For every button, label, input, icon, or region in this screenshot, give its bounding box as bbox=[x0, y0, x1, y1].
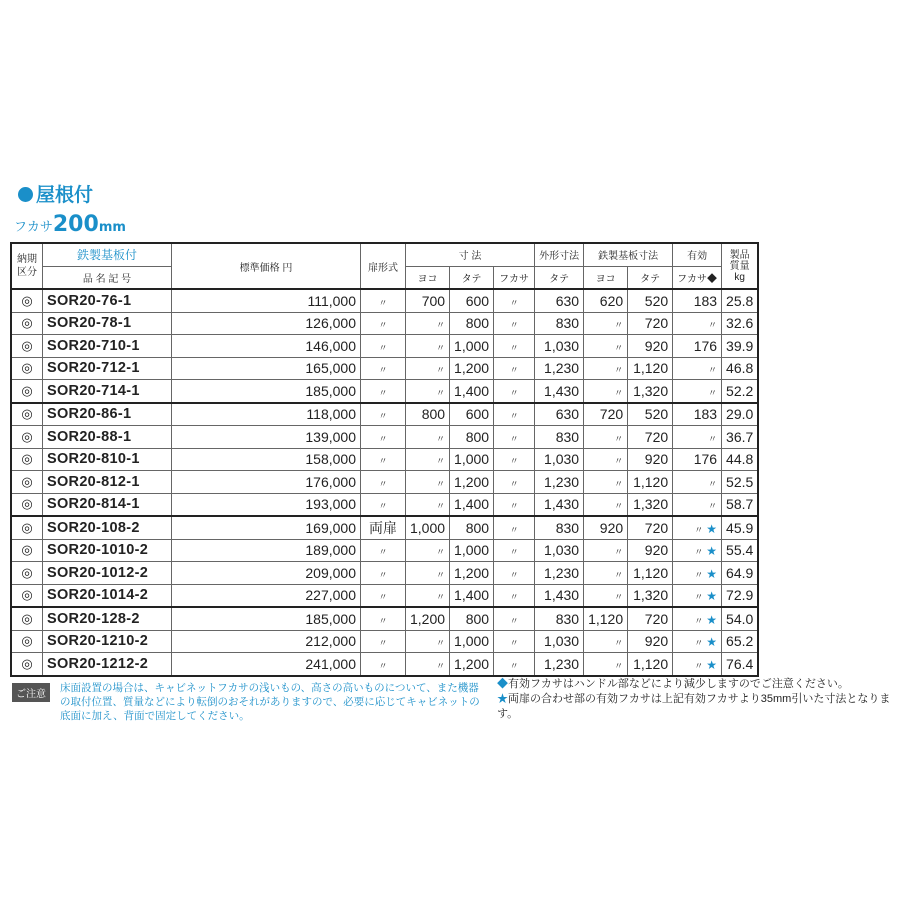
mass: 44.8 bbox=[722, 448, 759, 471]
door-type: 両扉 bbox=[361, 516, 406, 539]
outer-h: 1,430 bbox=[535, 493, 584, 516]
price: 189,000 bbox=[172, 539, 361, 562]
plate-h: 1,320 bbox=[628, 380, 673, 403]
table-row bbox=[11, 630, 758, 653]
outer-h: 1,030 bbox=[535, 630, 584, 653]
dim-w: 700 bbox=[406, 289, 450, 312]
plate-h: 720 bbox=[628, 607, 673, 630]
eff-depth: 〃 bbox=[673, 312, 722, 335]
header-steel-plate: 鉄製基板付 bbox=[43, 243, 172, 266]
outer-h: 830 bbox=[535, 426, 584, 449]
dim-h: 800 bbox=[450, 312, 494, 335]
price: 193,000 bbox=[172, 493, 361, 516]
plate-w: 620 bbox=[584, 289, 628, 312]
dim-w: 〃 bbox=[406, 493, 450, 516]
eff-depth: 〃 bbox=[673, 426, 722, 449]
eff-depth: 〃 ★ bbox=[673, 653, 722, 676]
dim-h: 1,000 bbox=[450, 448, 494, 471]
plate-h: 1,320 bbox=[628, 493, 673, 516]
model-name: SOR20-1210-2 bbox=[43, 630, 172, 653]
star-icon: ★ bbox=[706, 657, 718, 672]
dim-d: 〃 bbox=[494, 539, 535, 562]
header-plate-h: タテ bbox=[628, 266, 673, 289]
header-delivery: 納期 区分 bbox=[11, 243, 43, 289]
price: 139,000 bbox=[172, 426, 361, 449]
plate-h: 920 bbox=[628, 539, 673, 562]
dim-d: 〃 bbox=[494, 426, 535, 449]
dim-h: 1,200 bbox=[450, 357, 494, 380]
eff-depth: 〃 ★ bbox=[673, 516, 722, 539]
outer-h: 830 bbox=[535, 312, 584, 335]
delivery-mark: ◎ bbox=[11, 653, 43, 676]
model-name: SOR20-78-1 bbox=[43, 312, 172, 335]
price: 241,000 bbox=[172, 653, 361, 676]
dim-d: 〃 bbox=[494, 403, 535, 426]
mass: 39.9 bbox=[722, 335, 759, 358]
mass: 46.8 bbox=[722, 357, 759, 380]
door-type: 〃 bbox=[361, 539, 406, 562]
outer-h: 1,230 bbox=[535, 653, 584, 676]
plate-w: 〃 bbox=[584, 584, 628, 607]
eff-depth: 〃 ★ bbox=[673, 562, 722, 585]
title-text: 屋根付 bbox=[36, 184, 94, 206]
dim-d: 〃 bbox=[494, 448, 535, 471]
depth-label: フカサ bbox=[14, 220, 53, 235]
eff-depth: 〃 ★ bbox=[673, 539, 722, 562]
delivery-mark: ◎ bbox=[11, 426, 43, 449]
model-name: SOR20-108-2 bbox=[43, 516, 172, 539]
model-name: SOR20-714-1 bbox=[43, 380, 172, 403]
mass: 55.4 bbox=[722, 539, 759, 562]
spec-table bbox=[10, 242, 759, 677]
door-type: 〃 bbox=[361, 448, 406, 471]
mass: 52.5 bbox=[722, 471, 759, 494]
table-body bbox=[11, 289, 758, 676]
dim-w: 〃 bbox=[406, 448, 450, 471]
dim-h: 1,000 bbox=[450, 335, 494, 358]
plate-w: 〃 bbox=[584, 335, 628, 358]
dim-w: 〃 bbox=[406, 562, 450, 585]
table-row bbox=[11, 312, 758, 335]
model-name: SOR20-814-1 bbox=[43, 493, 172, 516]
plate-h: 1,120 bbox=[628, 653, 673, 676]
delivery-mark: ◎ bbox=[11, 471, 43, 494]
outer-h: 1,230 bbox=[535, 562, 584, 585]
dim-d: 〃 bbox=[494, 357, 535, 380]
mass: 58.7 bbox=[722, 493, 759, 516]
notice-text: 床面設置の場合は、キャビネットフカサの浅いもの、高さの高いものについて、また機器の取付位置、質量などにより転倒のおそれがありますので、必要に応じてキャビネットの底面に加え、背面で固定してください。 bbox=[60, 682, 480, 722]
model-name: SOR20-712-1 bbox=[43, 357, 172, 380]
mass: 52.2 bbox=[722, 380, 759, 403]
dim-d: 〃 bbox=[494, 653, 535, 676]
delivery-mark: ◎ bbox=[11, 357, 43, 380]
dim-w: 1,200 bbox=[406, 607, 450, 630]
dim-h: 1,400 bbox=[450, 380, 494, 403]
price: 209,000 bbox=[172, 562, 361, 585]
outer-h: 1,430 bbox=[535, 380, 584, 403]
price: 176,000 bbox=[172, 471, 361, 494]
outer-h: 630 bbox=[535, 403, 584, 426]
notice-label: ご注意 bbox=[12, 683, 50, 702]
plate-h: 520 bbox=[628, 289, 673, 312]
depth-value: 200 bbox=[52, 212, 99, 237]
delivery-mark: ◎ bbox=[11, 403, 43, 426]
door-type: 〃 bbox=[361, 426, 406, 449]
plate-w: 〃 bbox=[584, 426, 628, 449]
footnote-2 bbox=[497, 692, 897, 722]
plate-h: 720 bbox=[628, 516, 673, 539]
outer-h: 1,230 bbox=[535, 357, 584, 380]
bullet-dot-icon bbox=[18, 187, 33, 202]
model-name: SOR20-1012-2 bbox=[43, 562, 172, 585]
door-type: 〃 bbox=[361, 335, 406, 358]
dim-d: 〃 bbox=[494, 607, 535, 630]
star-icon: ★ bbox=[706, 612, 718, 627]
door-type: 〃 bbox=[361, 312, 406, 335]
dim-d: 〃 bbox=[494, 335, 535, 358]
door-type: 〃 bbox=[361, 562, 406, 585]
header-mass: 製品 質量 kg bbox=[722, 243, 759, 289]
dim-w: 〃 bbox=[406, 357, 450, 380]
price: 111,000 bbox=[172, 289, 361, 312]
plate-h: 1,120 bbox=[628, 562, 673, 585]
price: 126,000 bbox=[172, 312, 361, 335]
plate-w: 〃 bbox=[584, 357, 628, 380]
door-type: 〃 bbox=[361, 653, 406, 676]
dim-h: 1,400 bbox=[450, 584, 494, 607]
footnote-2-text: 両扉の合わせ部の有効フカサは上記有効フカサより35mm引いた寸法となります。 bbox=[497, 693, 891, 720]
door-type: 〃 bbox=[361, 607, 406, 630]
table-row bbox=[11, 426, 758, 449]
table-row bbox=[11, 493, 758, 516]
dim-w: 〃 bbox=[406, 426, 450, 449]
price: 118,000 bbox=[172, 403, 361, 426]
header-model: 品 名 記 号 bbox=[43, 266, 172, 289]
plate-h: 1,320 bbox=[628, 584, 673, 607]
dim-w: 〃 bbox=[406, 312, 450, 335]
star-icon: ★ bbox=[706, 521, 718, 536]
door-type: 〃 bbox=[361, 471, 406, 494]
outer-h: 1,030 bbox=[535, 335, 584, 358]
plate-h: 720 bbox=[628, 312, 673, 335]
eff-depth: 〃 bbox=[673, 380, 722, 403]
dim-h: 1,400 bbox=[450, 493, 494, 516]
eff-depth: 176 bbox=[673, 448, 722, 471]
delivery-mark: ◎ bbox=[11, 493, 43, 516]
table-row bbox=[11, 584, 758, 607]
mass: 45.9 bbox=[722, 516, 759, 539]
star-icon: ★ bbox=[706, 635, 718, 650]
delivery-mark: ◎ bbox=[11, 448, 43, 471]
price: 185,000 bbox=[172, 607, 361, 630]
eff-depth: 〃 bbox=[673, 493, 722, 516]
table-row bbox=[11, 653, 758, 676]
plate-w: 〃 bbox=[584, 448, 628, 471]
plate-w: 〃 bbox=[584, 493, 628, 516]
eff-depth: 183 bbox=[673, 403, 722, 426]
delivery-mark: ◎ bbox=[11, 584, 43, 607]
mass: 25.8 bbox=[722, 289, 759, 312]
table-row bbox=[11, 357, 758, 380]
dim-d: 〃 bbox=[494, 289, 535, 312]
mass: 76.4 bbox=[722, 653, 759, 676]
eff-depth: 183 bbox=[673, 289, 722, 312]
star-icon: ★ bbox=[497, 693, 508, 705]
delivery-mark: ◎ bbox=[11, 607, 43, 630]
table-row bbox=[11, 403, 758, 426]
table-row bbox=[11, 335, 758, 358]
dim-h: 1,200 bbox=[450, 562, 494, 585]
star-icon: ★ bbox=[706, 589, 718, 604]
table-row bbox=[11, 380, 758, 403]
plate-w: 〃 bbox=[584, 653, 628, 676]
depth-unit: mm bbox=[98, 220, 126, 235]
dim-w: 1,000 bbox=[406, 516, 450, 539]
plate-w: 〃 bbox=[584, 471, 628, 494]
mass: 32.6 bbox=[722, 312, 759, 335]
table-row bbox=[11, 562, 758, 585]
model-name: SOR20-128-2 bbox=[43, 607, 172, 630]
header-dim: 寸 法 bbox=[406, 243, 535, 266]
model-name: SOR20-1010-2 bbox=[43, 539, 172, 562]
header-dim-d: フカサ bbox=[494, 266, 535, 289]
star-icon: ★ bbox=[706, 544, 718, 559]
table-row bbox=[11, 539, 758, 562]
header-outer-h: タテ bbox=[535, 266, 584, 289]
dim-w: 〃 bbox=[406, 335, 450, 358]
dim-h: 600 bbox=[450, 403, 494, 426]
delivery-mark: ◎ bbox=[11, 562, 43, 585]
price: 212,000 bbox=[172, 630, 361, 653]
dim-d: 〃 bbox=[494, 493, 535, 516]
plate-h: 1,120 bbox=[628, 471, 673, 494]
model-name: SOR20-76-1 bbox=[43, 289, 172, 312]
plate-w: 1,120 bbox=[584, 607, 628, 630]
mass: 29.0 bbox=[722, 403, 759, 426]
door-type: 〃 bbox=[361, 493, 406, 516]
door-type: 〃 bbox=[361, 403, 406, 426]
delivery-mark: ◎ bbox=[11, 289, 43, 312]
door-type: 〃 bbox=[361, 630, 406, 653]
section-title bbox=[18, 180, 93, 207]
delivery-mark: ◎ bbox=[11, 539, 43, 562]
header-plate: 鉄製基板寸法 bbox=[584, 243, 673, 266]
header-eff-d: フカサ◆ bbox=[673, 266, 722, 289]
dim-w: 〃 bbox=[406, 539, 450, 562]
model-name: SOR20-812-1 bbox=[43, 471, 172, 494]
outer-h: 830 bbox=[535, 607, 584, 630]
dim-w: 〃 bbox=[406, 653, 450, 676]
dim-h: 800 bbox=[450, 516, 494, 539]
diamond-icon: ◆ bbox=[497, 678, 508, 690]
plate-w: 〃 bbox=[584, 380, 628, 403]
door-type: 〃 bbox=[361, 289, 406, 312]
dim-d: 〃 bbox=[494, 312, 535, 335]
dim-d: 〃 bbox=[494, 562, 535, 585]
dim-w: 〃 bbox=[406, 380, 450, 403]
outer-h: 630 bbox=[535, 289, 584, 312]
dim-d: 〃 bbox=[494, 630, 535, 653]
price: 169,000 bbox=[172, 516, 361, 539]
header-outer: 外形寸法 bbox=[535, 243, 584, 266]
outer-h: 1,230 bbox=[535, 471, 584, 494]
dim-h: 1,200 bbox=[450, 653, 494, 676]
delivery-mark: ◎ bbox=[11, 312, 43, 335]
mass: 36.7 bbox=[722, 426, 759, 449]
header-price: 標準価格 円 bbox=[172, 243, 361, 289]
dim-d: 〃 bbox=[494, 471, 535, 494]
mass: 64.9 bbox=[722, 562, 759, 585]
star-icon: ★ bbox=[706, 566, 718, 581]
dim-w: 〃 bbox=[406, 630, 450, 653]
plate-w: 〃 bbox=[584, 539, 628, 562]
dim-d: 〃 bbox=[494, 380, 535, 403]
price: 185,000 bbox=[172, 380, 361, 403]
header-dim-h: タテ bbox=[450, 266, 494, 289]
plate-h: 720 bbox=[628, 426, 673, 449]
dim-d: 〃 bbox=[494, 584, 535, 607]
plate-h: 520 bbox=[628, 403, 673, 426]
table-row bbox=[11, 607, 758, 630]
outer-h: 830 bbox=[535, 516, 584, 539]
dim-d: 〃 bbox=[494, 516, 535, 539]
dim-h: 800 bbox=[450, 426, 494, 449]
table-row bbox=[11, 471, 758, 494]
delivery-mark: ◎ bbox=[11, 380, 43, 403]
model-name: SOR20-1014-2 bbox=[43, 584, 172, 607]
eff-depth: 〃 bbox=[673, 357, 722, 380]
footnotes bbox=[497, 677, 897, 722]
eff-depth: 〃 ★ bbox=[673, 584, 722, 607]
model-name: SOR20-88-1 bbox=[43, 426, 172, 449]
table-row bbox=[11, 289, 758, 312]
delivery-mark: ◎ bbox=[11, 516, 43, 539]
model-name: SOR20-710-1 bbox=[43, 335, 172, 358]
door-type: 〃 bbox=[361, 584, 406, 607]
mass: 54.0 bbox=[722, 607, 759, 630]
plate-w: 720 bbox=[584, 403, 628, 426]
dim-h: 1,000 bbox=[450, 630, 494, 653]
eff-depth: 〃 ★ bbox=[673, 607, 722, 630]
price: 158,000 bbox=[172, 448, 361, 471]
dim-h: 1,000 bbox=[450, 539, 494, 562]
header-plate-w: ヨコ bbox=[584, 266, 628, 289]
header-dim-w: ヨコ bbox=[406, 266, 450, 289]
delivery-mark: ◎ bbox=[11, 335, 43, 358]
dim-w: 〃 bbox=[406, 584, 450, 607]
eff-depth: 〃 bbox=[673, 471, 722, 494]
dim-w: 800 bbox=[406, 403, 450, 426]
header-eff: 有効 bbox=[673, 243, 722, 266]
delivery-mark: ◎ bbox=[11, 630, 43, 653]
footnote-1 bbox=[497, 677, 897, 692]
plate-w: 〃 bbox=[584, 312, 628, 335]
plate-h: 920 bbox=[628, 448, 673, 471]
mass: 65.2 bbox=[722, 630, 759, 653]
outer-h: 1,030 bbox=[535, 448, 584, 471]
plate-h: 920 bbox=[628, 335, 673, 358]
model-name: SOR20-810-1 bbox=[43, 448, 172, 471]
table-row bbox=[11, 448, 758, 471]
door-type: 〃 bbox=[361, 357, 406, 380]
dim-h: 1,200 bbox=[450, 471, 494, 494]
plate-w: 〃 bbox=[584, 562, 628, 585]
price: 227,000 bbox=[172, 584, 361, 607]
plate-h: 1,120 bbox=[628, 357, 673, 380]
price: 165,000 bbox=[172, 357, 361, 380]
mass: 72.9 bbox=[722, 584, 759, 607]
header-door: 扉形式 bbox=[361, 243, 406, 289]
model-name: SOR20-1212-2 bbox=[43, 653, 172, 676]
door-type: 〃 bbox=[361, 380, 406, 403]
plate-w: 920 bbox=[584, 516, 628, 539]
outer-h: 1,430 bbox=[535, 584, 584, 607]
model-name: SOR20-86-1 bbox=[43, 403, 172, 426]
dim-h: 800 bbox=[450, 607, 494, 630]
plate-h: 920 bbox=[628, 630, 673, 653]
dim-w: 〃 bbox=[406, 471, 450, 494]
depth-heading bbox=[14, 212, 126, 237]
eff-depth: 〃 ★ bbox=[673, 630, 722, 653]
price: 146,000 bbox=[172, 335, 361, 358]
eff-depth: 176 bbox=[673, 335, 722, 358]
dim-h: 600 bbox=[450, 289, 494, 312]
footnote-1-text: 有効フカサはハンドル部などにより減少しますのでご注意ください。 bbox=[508, 678, 849, 690]
table-row bbox=[11, 516, 758, 539]
plate-w: 〃 bbox=[584, 630, 628, 653]
outer-h: 1,030 bbox=[535, 539, 584, 562]
